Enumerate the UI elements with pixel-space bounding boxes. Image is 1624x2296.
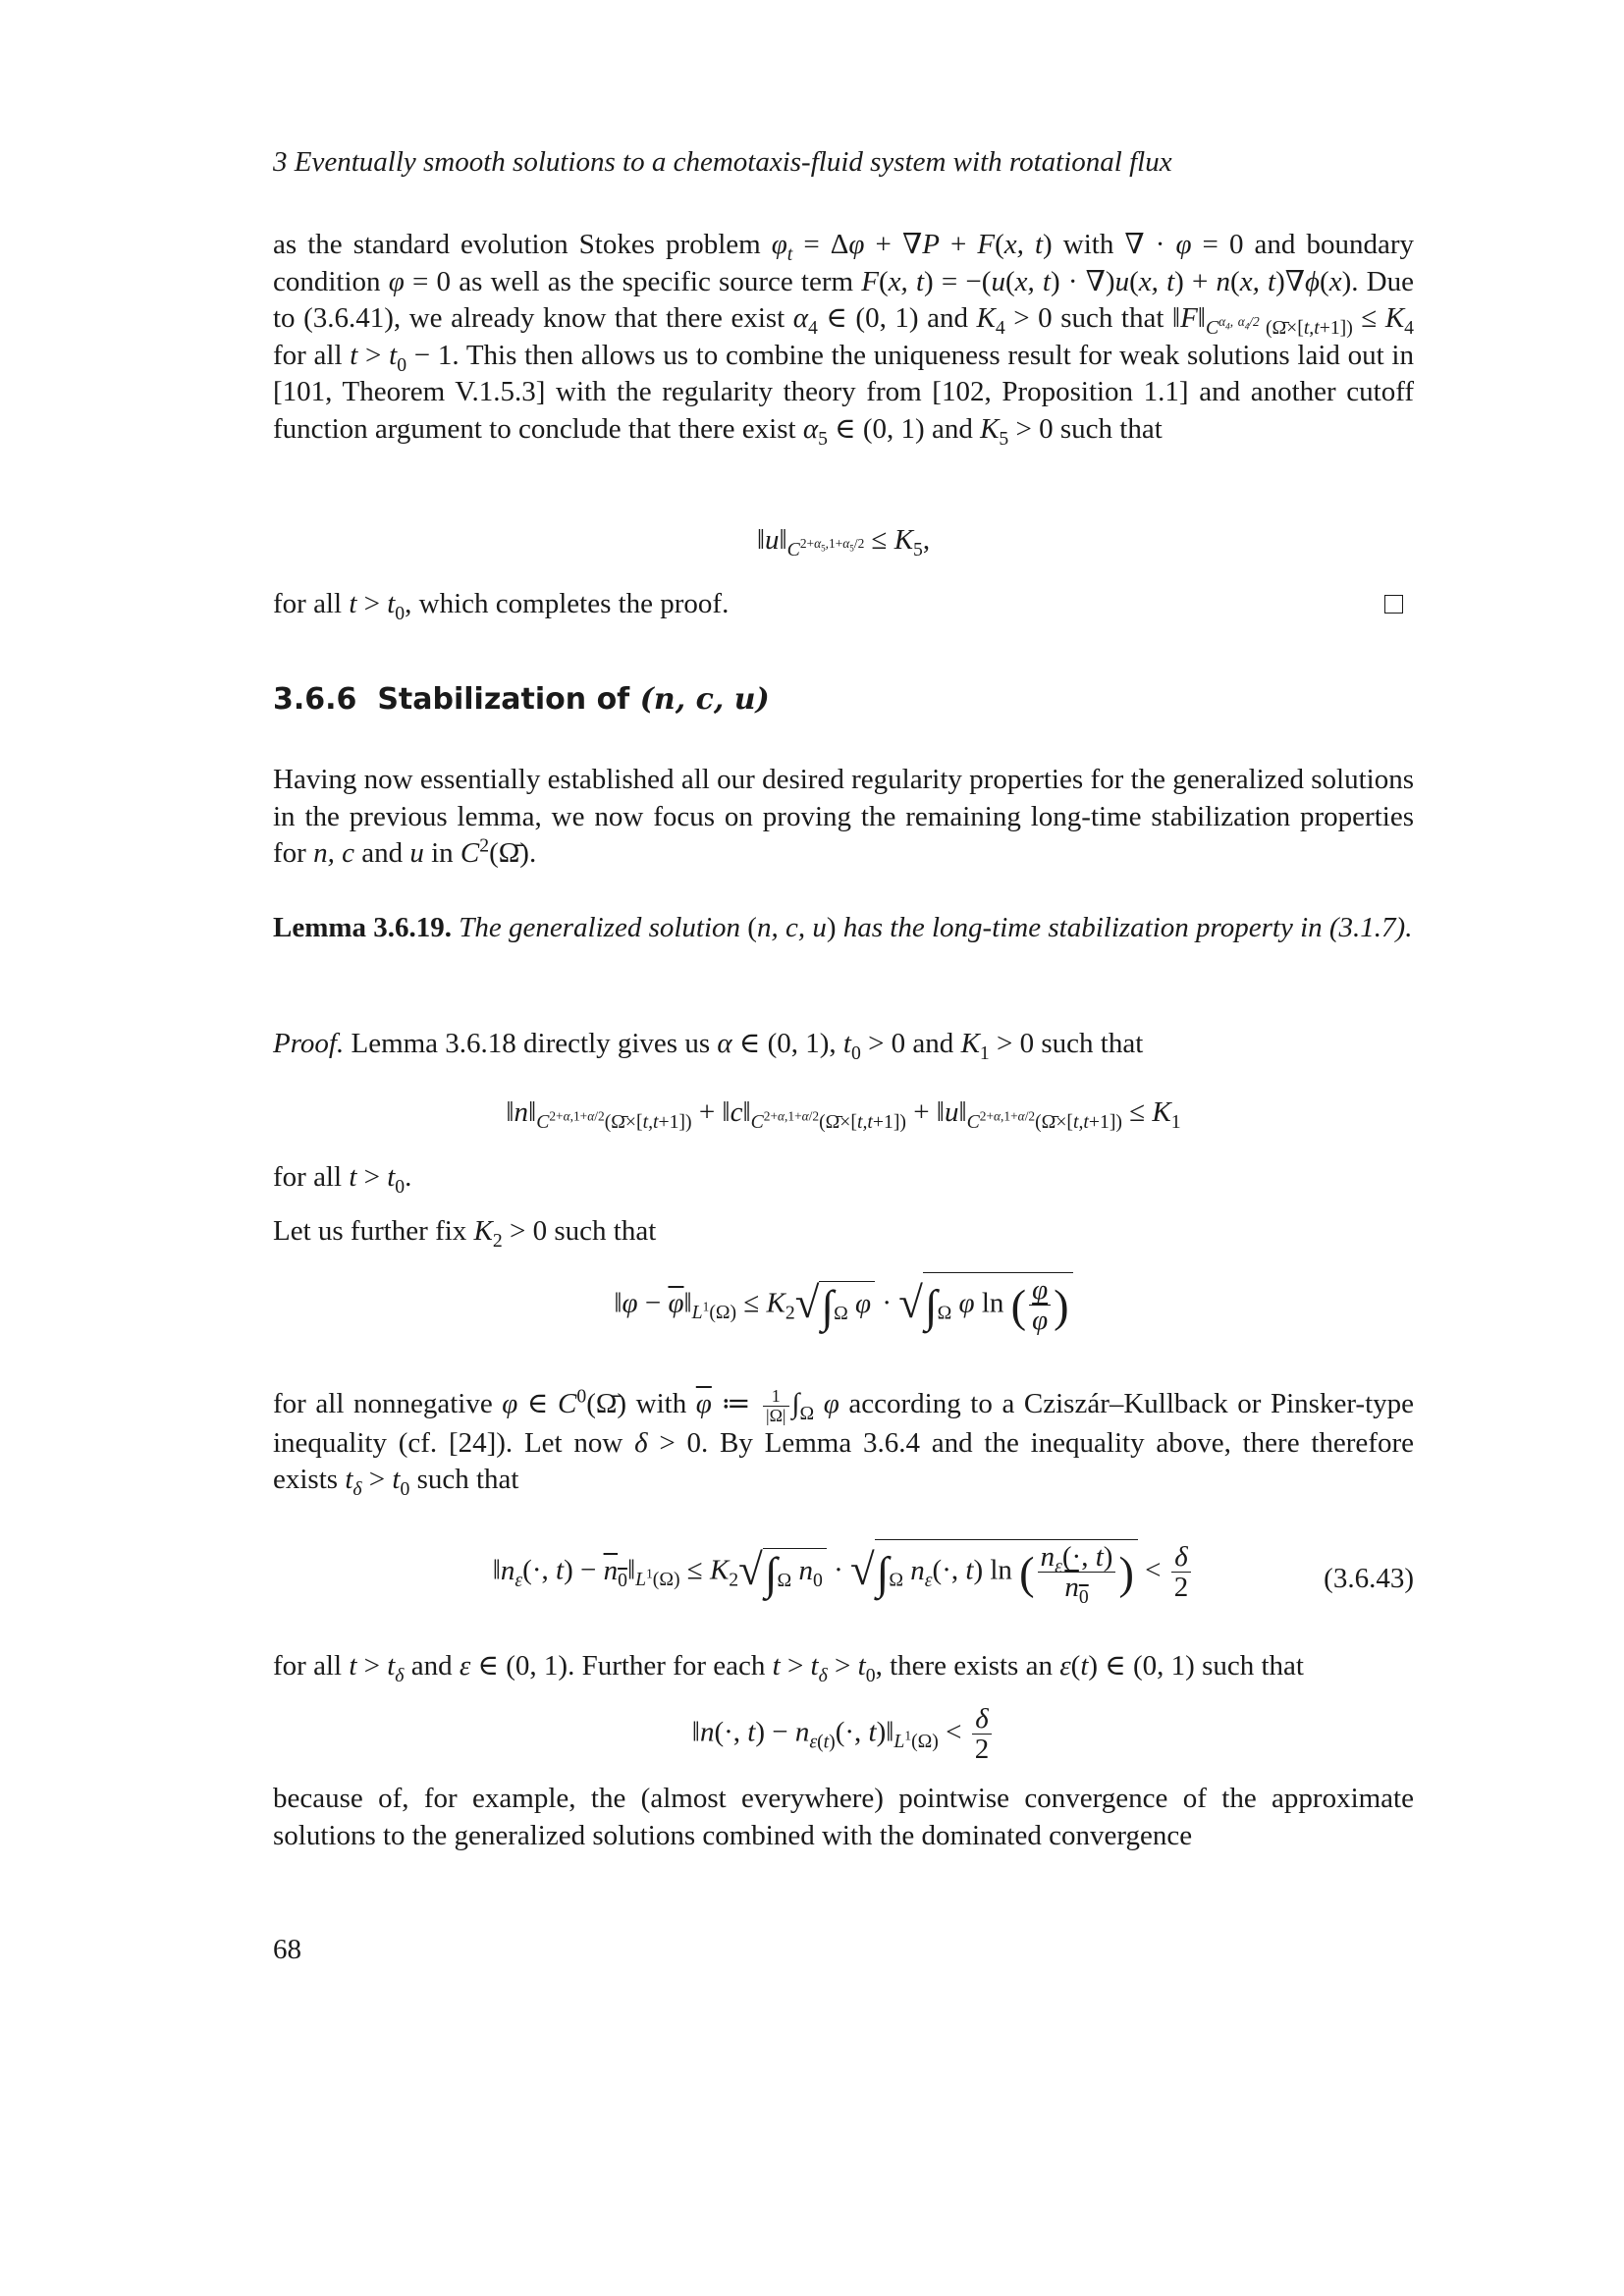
paragraph-stokes: as the standard evolution Stokes problem $\varphi_t = \Delta\varphi + \nabla P + F(x$, t) with ∇ · φ = 0 and boundary condition φ = 0 as well as the specific source term F(x, t) = −(u(x, t) · ∇)u(x, t) + n(x, t)∇ϕ(x). Due to (3.6.41), we already know that there exist $\alpha_4$ ∈ (0, 1) and $K_4 > 0$ such that $‖F‖_{C^{\alpha_4, \alpha_4/2} (\Omegā\times[t,t+1])} \le K_4$ for all $t > t_0 - 1$. This then allows us to combine the uniqueness result for weak solutions laid out in [101, Theorem V.1.5.3] with the regularity theory from [102, Proposition 1.1] and another cutoff function argument to conclude that there exist $\alpha_5$ ∈ (0, 1) and $K_5 > 0$ such that (273, 229, 1415, 450)
paragraph-fix-k2: Let us further fix $K_2 > 0$ such that (273, 1215, 657, 1252)
running-head: 3 Eventually smooth solutions to a chemotaxis-fluid system with rotational flux (273, 146, 1172, 178)
paragraph-for-all-t: for all $t > t_0$. (273, 1161, 412, 1198)
section-title: Stabilization of (377, 682, 630, 717)
qed-symbol (1384, 595, 1403, 614)
page-number: 68 (273, 1934, 301, 1965)
section-heading (273, 680, 770, 720)
paragraph-because-of: because of, for example, the (almost everywhere) pointwise convergence of the approximate solutions to the generalized solutions combined with the dominated convergence (273, 1783, 1414, 1851)
display-equation-holder-norms: $‖n‖_{C^{2+\alpha,1+\alpha/2}(\Omegā\times[t,t+1])}$ + $‖c‖_{C^{2+\alpha,1+\alpha/2}(\Omegā\times[t,t+1])}$ + $‖u‖_{C^{2+\alpha,1+\alpha/2}(\Omegā\times[t,t+1])} \le K_1$ (506, 1096, 1181, 1133)
paragraph-intro: Having now essentially established all our desired regularity properties for the generalized solutions in the previous lemma, we now focus on proving the remaining long-time stabilization properties for n, c and u in $C^2(\Omegā)$. (273, 764, 1414, 869)
section-number: 3.6.6 (273, 682, 357, 717)
proof-start: Proof. Lemma 3.6.18 directly gives us α ∈ (0, 1), $t_0 > 0$ and $K_1 > 0$ such that (273, 1028, 1144, 1064)
display-equation-u-bound: $‖u‖_{C^{2+\alpha_5,1+\alpha_5/2}} \le K_5$, (756, 524, 931, 561)
display-equation-convergence: ‖n(·, $t) - n_{\varepsilon(t)}(\cdot$, $t)‖_{L^1(\Omega)}$ < $\frac{\delta}{2}$ (273, 1704, 1414, 1765)
equation-number: (3.6.43) (1324, 1563, 1414, 1594)
display-equation-3-6-43: $‖n_\varepsilon(\cdot$, $t) - n_0‖_{L^1(\Omega)} \le K_2√\int_\Omega$ $n_0 \cdot √\int_\Omega$ $n_\varepsilon(\cdot$, t) ln ( $\frac{n_\varepsilon(\cdot, t)}{n_0}$ ) < $\frac{\delta}{2}$ (3.6.43) (492, 1541, 1414, 1609)
lemma-label: Lemma 3.6.19. (273, 912, 453, 943)
paragraph-for-all-t-delta: for all $t > t_\delta$ and ε ∈ (0, 1). Further for each $t > t_\delta > t_0$, there exists an ε(t) ∈ (0, 1) such that (273, 1650, 1304, 1686)
lemma-statement: Lemma 3.6.19. The generalized solution (n, c, u) has the long-time stabilization property in (3.1.7). (273, 912, 1413, 943)
display-equation-pinsker: ‖φ − $\overline{\varphi}‖_{L^1(\Omega)} \le K_2√\int_\Omega$ $\varphi \cdot √\int_\Omega$ φ ln ( $\frac{\varphi}{\varphi}$ ) (273, 1272, 1414, 1336)
paragraph-nonnegative: for all nonnegative φ ∈ $C^0(\Omegā)$ with $\overline{\varphi}$ ≔ $\frac{1}{|\Omega|}$ $\int_\Omega$ φ according to a Cziszár–Kullback or Pinsker-type inequality (cf. [24]). Let now δ > 0. By Lemma 3.6.4 and the inequality above, there therefore exists $t_\delta > t_0$ such that (273, 1385, 1414, 1501)
paragraph-completes-proof: for all $t > t_0$, which completes the proof. (273, 588, 730, 624)
proof-label: Proof. (273, 1028, 345, 1059)
section-title-math: (n, c, u) (639, 682, 770, 717)
